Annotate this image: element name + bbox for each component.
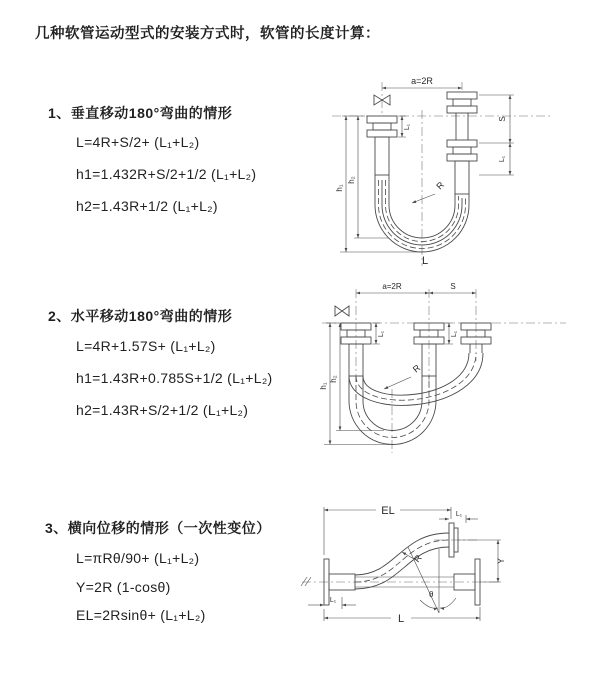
section2-formula-l: L=4R+1.57S+ (L₁+L₂) [76,338,216,354]
left-pipe-fitting [367,116,397,175]
section3-heading: 3、横向位移的情形（一次性变位） [45,520,271,536]
dim-h2-label: h₂ [329,375,338,383]
dim-h1-label: h₁ [319,382,328,390]
section1-formula-h2: h2=1.43R+1/2 (L₁+L₂) [76,198,218,214]
dim-radius [402,552,424,564]
section3-formula-y: Y=2R (1-cosθ) [76,579,171,595]
dim-s-label: S [450,282,456,291]
dim-l1 [372,323,385,344]
dim-l1b-label: L₁ [499,155,506,163]
section2-heading: 2、水平移动180°弯曲的情形 [48,308,233,324]
dim-a2r-label: a=2R [382,282,402,291]
dim-l-label: L [421,255,429,267]
right-pipe-fitting [447,92,477,194]
valve-icon [335,306,349,316]
section2-formula-h1: h1=1.43R+0.785S+1/2 (L₁+L₂) [76,370,273,386]
section1-formula-h1: h1=1.432R+S/2+1/2 (L₁+L₂) [76,166,257,182]
dim-l1-left [308,597,356,609]
break-mark [301,577,311,586]
dim-l1-left-label: L₁ [329,597,337,604]
diagram-horizontal-180-bend [304,281,586,459]
dim-l1b [445,323,458,344]
dim-l1-label: L₁ [404,123,411,131]
dim-r-label: R [411,552,424,565]
diagram-lateral-displacement [296,497,596,647]
dim-theta-label: θ [429,590,434,599]
section3-formula-el: EL=2Rsinθ+ (L₁+L₂) [76,607,206,623]
dim-el-label: EL [381,505,395,517]
dim-l1b-label: L₁ [451,330,458,338]
dim-l1-top-label: L₁ [455,511,463,518]
dim-a2r-label: a=2R [411,76,433,86]
dim-s-label: S [498,116,507,122]
dim-radius [384,362,423,389]
section2-formula-h2: h2=1.43R+S/2+1/2 (L₁+L₂) [76,402,249,418]
dim-y-label: Y [496,557,506,565]
section1-formula-l: L=4R+S/2+ (L₁+L₂) [76,134,200,150]
dim-l1-top [439,511,478,523]
dim-h1-label: h₁ [335,184,344,192]
dim-h2 [347,116,388,238]
diagram-vertical-180-bend [312,70,580,270]
dim-a2r [356,282,476,293]
dim-el [324,505,451,555]
dim-r-label: R [434,179,447,192]
dim-l1-label: L₁ [378,330,385,338]
dim-y [458,540,506,582]
hose-s-curve [355,533,449,589]
page-title: 几种软管运动型式的安装方式时，软管的长度计算： [35,26,380,42]
dim-radius [412,179,446,203]
section1-heading: 1、垂直移动180°弯曲的情形 [48,105,233,121]
centerlines [302,540,501,582]
section3-formula-l: L=πRθ/90+ (L₁+L₂) [76,550,200,566]
dim-r-label: R [410,362,423,375]
dim-s [479,95,514,175]
dim-l-label: L [397,613,405,625]
centerlines [332,82,552,266]
dim-l [324,607,480,625]
dim-h2-label: h₂ [347,176,356,184]
dim-l1 [398,116,411,137]
dim-a2r [382,76,462,88]
